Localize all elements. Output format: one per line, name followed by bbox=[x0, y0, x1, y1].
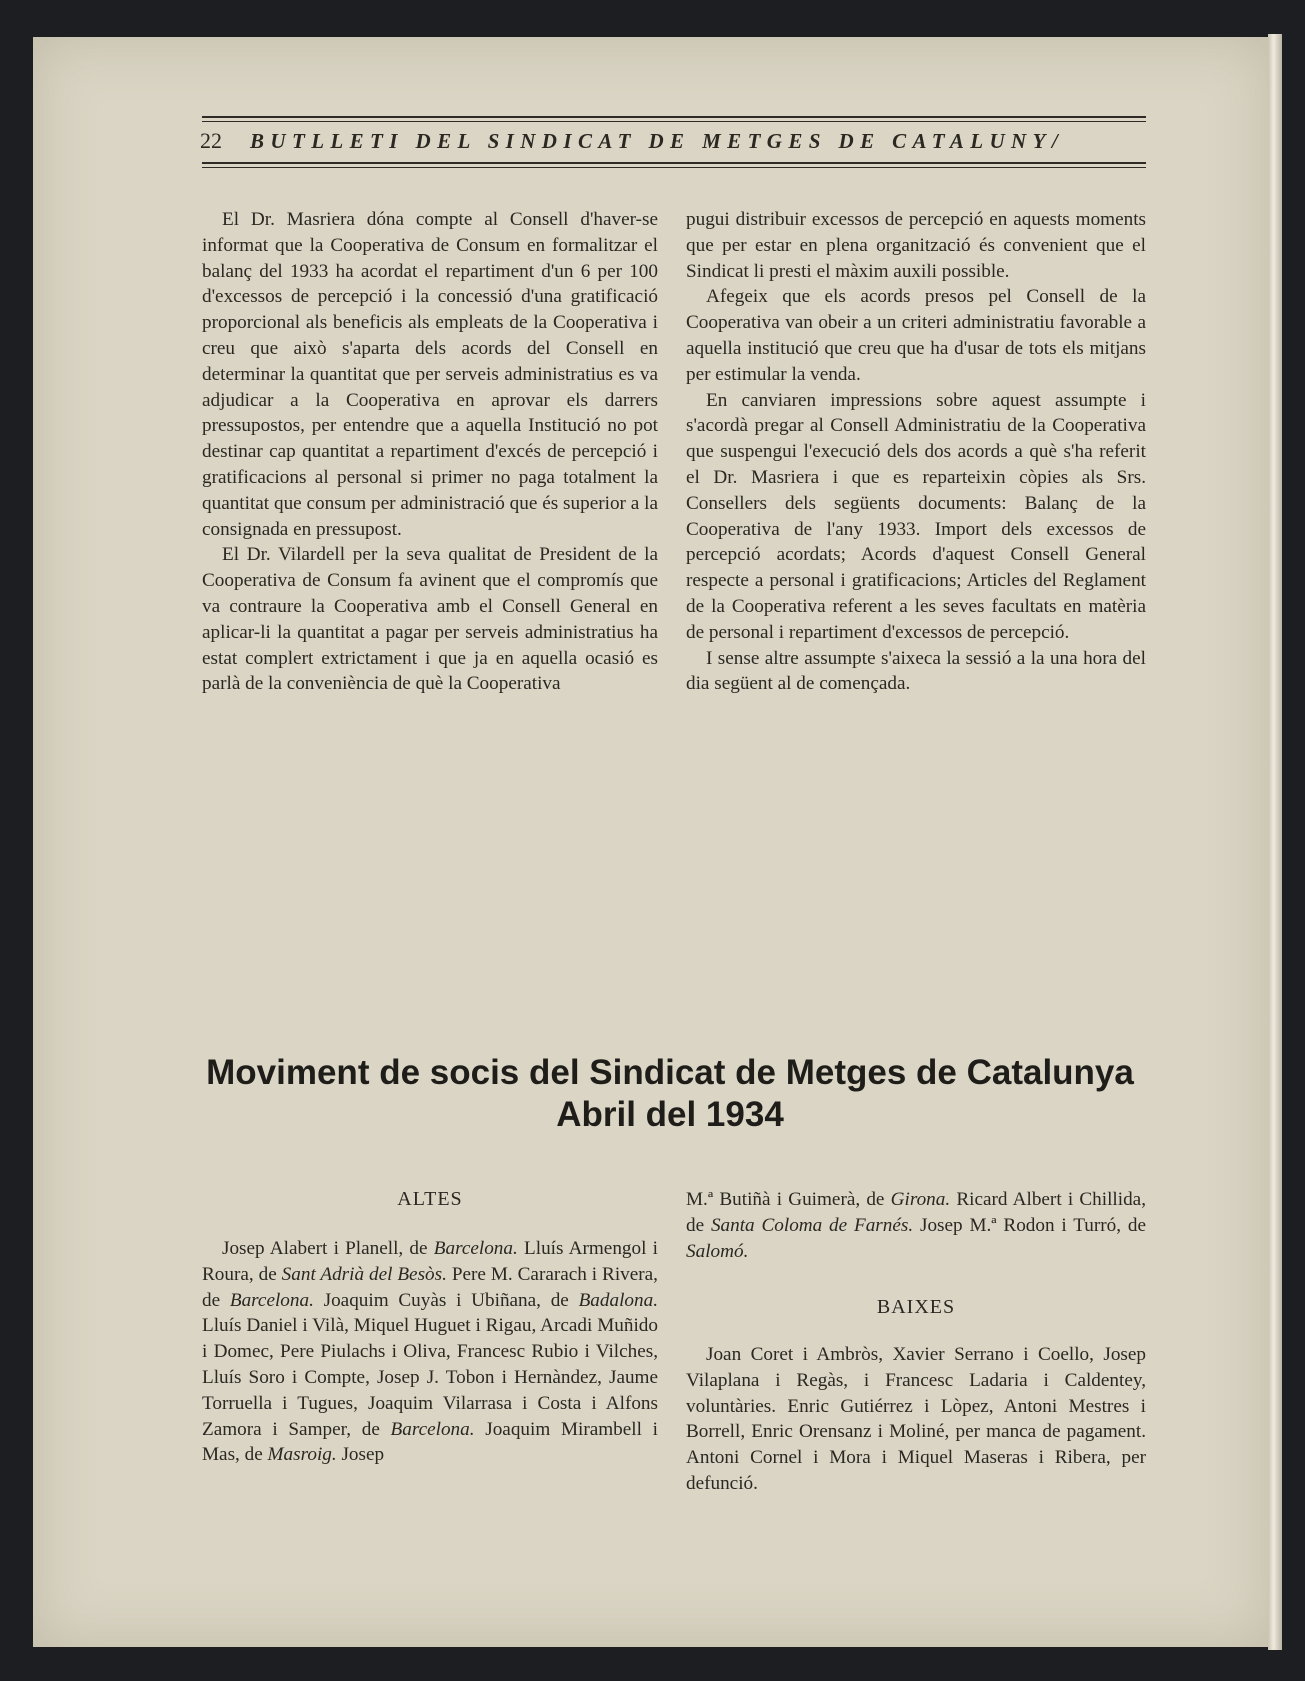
member-names: Ricard Albert i Chillida, de bbox=[686, 1189, 1146, 1236]
header-rule-top-thin bbox=[202, 121, 1146, 122]
header-rule-top bbox=[202, 116, 1146, 118]
paragraph: En canviaren impressions sobre aquest assumpte i s'acordà pregar al Consell Administratiu de la Cooperativa que suspengui l'execució dels dos acords a què s'ha referit el Dr. Masriera i que es reparteixin còpies als Srs. Consellers dels següents documents: Balanç de la Cooperativa de l'any 1933. Import dels excessos de percepció acordats; Acords d'aquest Consell General respecte a personal i gratificacions; Articles del Reglament de la Cooperativa referent a les seves facultats en matèria de personal i repartiment d'excessos de percepció. bbox=[686, 389, 1146, 643]
baixes-paragraph: Joan Coret i Ambròs, Xavier Serrano i Coello, Josep Vilaplana i Regàs, i Francesc Ladaria i Caldentey, voluntàries. Enric Gutiérrez i Lòpez, Antoni Mestres i Borrell, Enric Orensanz i Moliné, per manca de pagament. Antoni Cornel i Mora i Miquel Maseras i Ribera, per defunció. bbox=[686, 1344, 1146, 1494]
place-name: Barcelona. bbox=[390, 1418, 475, 1440]
member-names: Josep Alabert i Planell, de bbox=[222, 1238, 434, 1259]
paragraph: I sense altre assumpte s'aixeca la sessió a la una hora del dia següent al de començada. bbox=[686, 647, 1146, 695]
running-header bbox=[200, 128, 1150, 160]
baixes-heading: BAIXES bbox=[876, 1296, 956, 1318]
paragraph: Afegeix que els acords presos pel Consell de la Cooperativa van obeir a un criteri administratiu favorable a aquella institució que creu que ha d'usar de tots els mitjans per estimular la venda. bbox=[686, 286, 1146, 385]
section-title-line1: Moviment de socis del Sindicat de Metges de Catalunya bbox=[206, 1053, 1134, 1092]
header-rule-bottom bbox=[202, 162, 1146, 164]
member-names: Lluís Daniel i Vilà, Miquel Huguet i Rigau, Arcadi Muñido i Domec, Pere Piulachs i Oliva, Francesc Rubio i Vilches, Lluís Soro i Compte, Josep J. Tobon i Hernàndez, Jaume Torruella i Tugues, Joaquim Vilarrasa i Costa i Alfons Zamora i Samper, de bbox=[202, 1315, 658, 1440]
place-name: Masroig. bbox=[267, 1444, 337, 1466]
member-names: Joaquim Mirambell i Mas, de bbox=[202, 1418, 658, 1466]
header-rule-bottom-thin bbox=[202, 167, 1146, 168]
section-title-line2: Abril del 1934 bbox=[556, 1095, 784, 1134]
place-name: Barcelona. bbox=[229, 1289, 314, 1311]
paragraph: El Dr. Masriera dóna compte al Consell d'haver-se informat que la Cooperativa de Consum en formalitzar el balanç del 1933 ha acordat el repartiment d'un 6 per 100 d'excessos de percepció i la concessió d'una gratificació proporcional als beneficis als empleats de la Cooperativa i creu que això s'aparta dels acords del Consell en determinar la quantitat que per serveis administratius es va adjudicar a la Cooperativa en aprovar els darrers pressupostos, per entendre que a aquella Institució no pot destinar cap quantitat a repartiment d'excés de percepció i gratificacions al personal si primer no paga totalment la quantitat que consum per administració que és superior a la consignada en pressupost. bbox=[202, 209, 658, 540]
place-name: Badalona. bbox=[578, 1289, 658, 1311]
place-name: Barcelona. bbox=[433, 1238, 518, 1259]
top-left-column bbox=[202, 207, 658, 697]
place-name: Salomó. bbox=[686, 1240, 749, 1262]
paragraph: El Dr. Vilardell per la seva qualitat de President de la Cooperativa de Consum fa avinent que el compromís que va contraure la Cooperativa amb el Consell General en aplicar-li la quantitat a pagar per serveis administratius ha estat complert extrictament i que ja en aquella ocasió es parlà de la conveniència de què la Cooperativa bbox=[202, 544, 658, 695]
journal-title: BUTLLETI DEL SINDICAT DE METGES DE CATALUNY/ bbox=[250, 129, 1065, 153]
altes-column bbox=[202, 1236, 658, 1468]
member-names: Lluís Armengol i Roura, de bbox=[202, 1238, 658, 1285]
member-names: Joaquim Cuyàs i Ubiñana, de bbox=[313, 1289, 579, 1311]
place-name: Santa Coloma de Farnés. bbox=[710, 1214, 914, 1236]
member-names: Josep M.ª Rodon i Turró, de bbox=[913, 1214, 1146, 1236]
section-title bbox=[190, 1052, 1150, 1136]
altes-paragraph bbox=[202, 1236, 658, 1468]
member-names: Pere M. Cararach i Rivera, de bbox=[202, 1263, 658, 1311]
member-names: Josep bbox=[336, 1444, 385, 1466]
member-names: M.ª Butiñà i Guimerà, de bbox=[686, 1189, 891, 1210]
place-name: Girona. bbox=[890, 1189, 951, 1210]
paragraph: pugui distribuir excessos de percepció en aquests moments que per estar en plena organització és convenient que el Sindicat li presti el màxim auxili possible. bbox=[686, 209, 1146, 282]
top-right-column bbox=[686, 207, 1146, 697]
page-edge bbox=[1268, 34, 1282, 1650]
place-name: Sant Adrià del Besòs. bbox=[281, 1263, 447, 1285]
altes-heading: ALTES bbox=[397, 1188, 463, 1210]
altes-paragraph-continued bbox=[686, 1187, 1146, 1264]
baixes-column bbox=[686, 1342, 1146, 1497]
altes-continued-column bbox=[686, 1187, 1146, 1264]
page-number: 22 bbox=[200, 128, 222, 153]
